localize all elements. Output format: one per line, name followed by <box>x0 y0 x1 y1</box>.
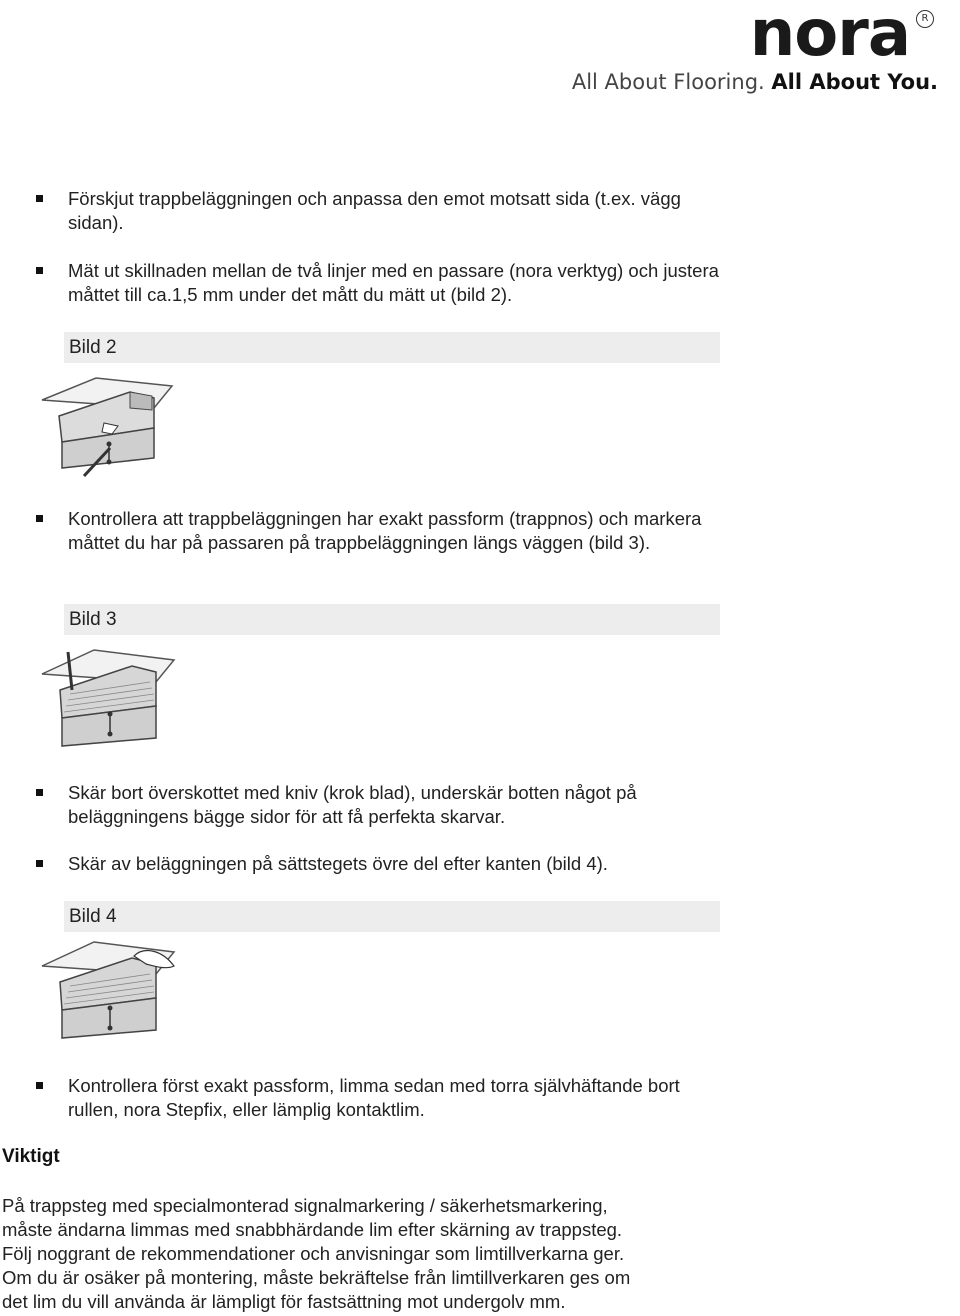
nora-logo <box>558 0 938 96</box>
important-heading: Viktigt <box>2 1146 60 1167</box>
illustration-bild-4 <box>34 936 184 1046</box>
important-line: Följ noggrant de rekommendationer och anvisningar som limtillverkarna ger. <box>2 1243 625 1264</box>
important-line: Om du är osäker på montering, måste bekräftelse från limtillverkaren ges om <box>2 1267 631 1288</box>
caption-bild-4: Bild 4 <box>64 901 720 932</box>
step-shift-covering: Förskjut trappbeläggningen och anpassa den emot motsatt sida (t.ex. vägg sidan). <box>68 187 728 235</box>
logo-tagline <box>572 70 938 94</box>
step-measure-difference: Mät ut skillnaden mellan de två linjer med en passare (nora verktyg) och justera måttet till ca.1,5 mm under det mått du mätt ut (bild 2). <box>68 259 728 307</box>
step-glue: Kontrollera först exakt passform, limma sedan med torra självhäftande bort rullen, nora Stepfix, eller lämplig kontaktlim. <box>68 1074 728 1122</box>
important-line: På trappsteg med specialmonterad signalmarkering / säkerhetsmarkering, <box>2 1195 608 1216</box>
logo-wordmark: nora <box>749 0 910 71</box>
important-line: måste ändarna limmas med snabbhärdande lim efter skärning av trappsteg. <box>2 1219 623 1240</box>
caption-bild-3: Bild 3 <box>64 604 720 635</box>
tagline-part-1: All About Flooring. <box>571 70 765 94</box>
registered-mark: R <box>916 10 934 28</box>
caption-bild-2: Bild 2 <box>64 332 720 363</box>
step-check-fit: Kontrollera att trappbeläggningen har exakt passform (trappnos) och markera måttet du har på passaren på trappbeläggningen längs väggen (bild 3). <box>68 507 728 555</box>
important-line: det lim du vill använda är lämpligt för fastsättning mot undergolv mm. <box>2 1291 566 1312</box>
important-paragraph <box>2 1194 942 1314</box>
illustration-bild-2 <box>34 368 184 478</box>
tagline-part-2: All About You. <box>771 70 938 94</box>
illustration-bild-3 <box>34 644 184 754</box>
step-cut-excess: Skär bort överskottet med kniv (krok blad), underskär botten något på beläggningens bägge sidor för att få perfekta skarvar. <box>68 781 728 829</box>
step-cut-riser-top: Skär av beläggningen på sättstegets övre del efter kanten (bild 4). <box>68 852 728 876</box>
